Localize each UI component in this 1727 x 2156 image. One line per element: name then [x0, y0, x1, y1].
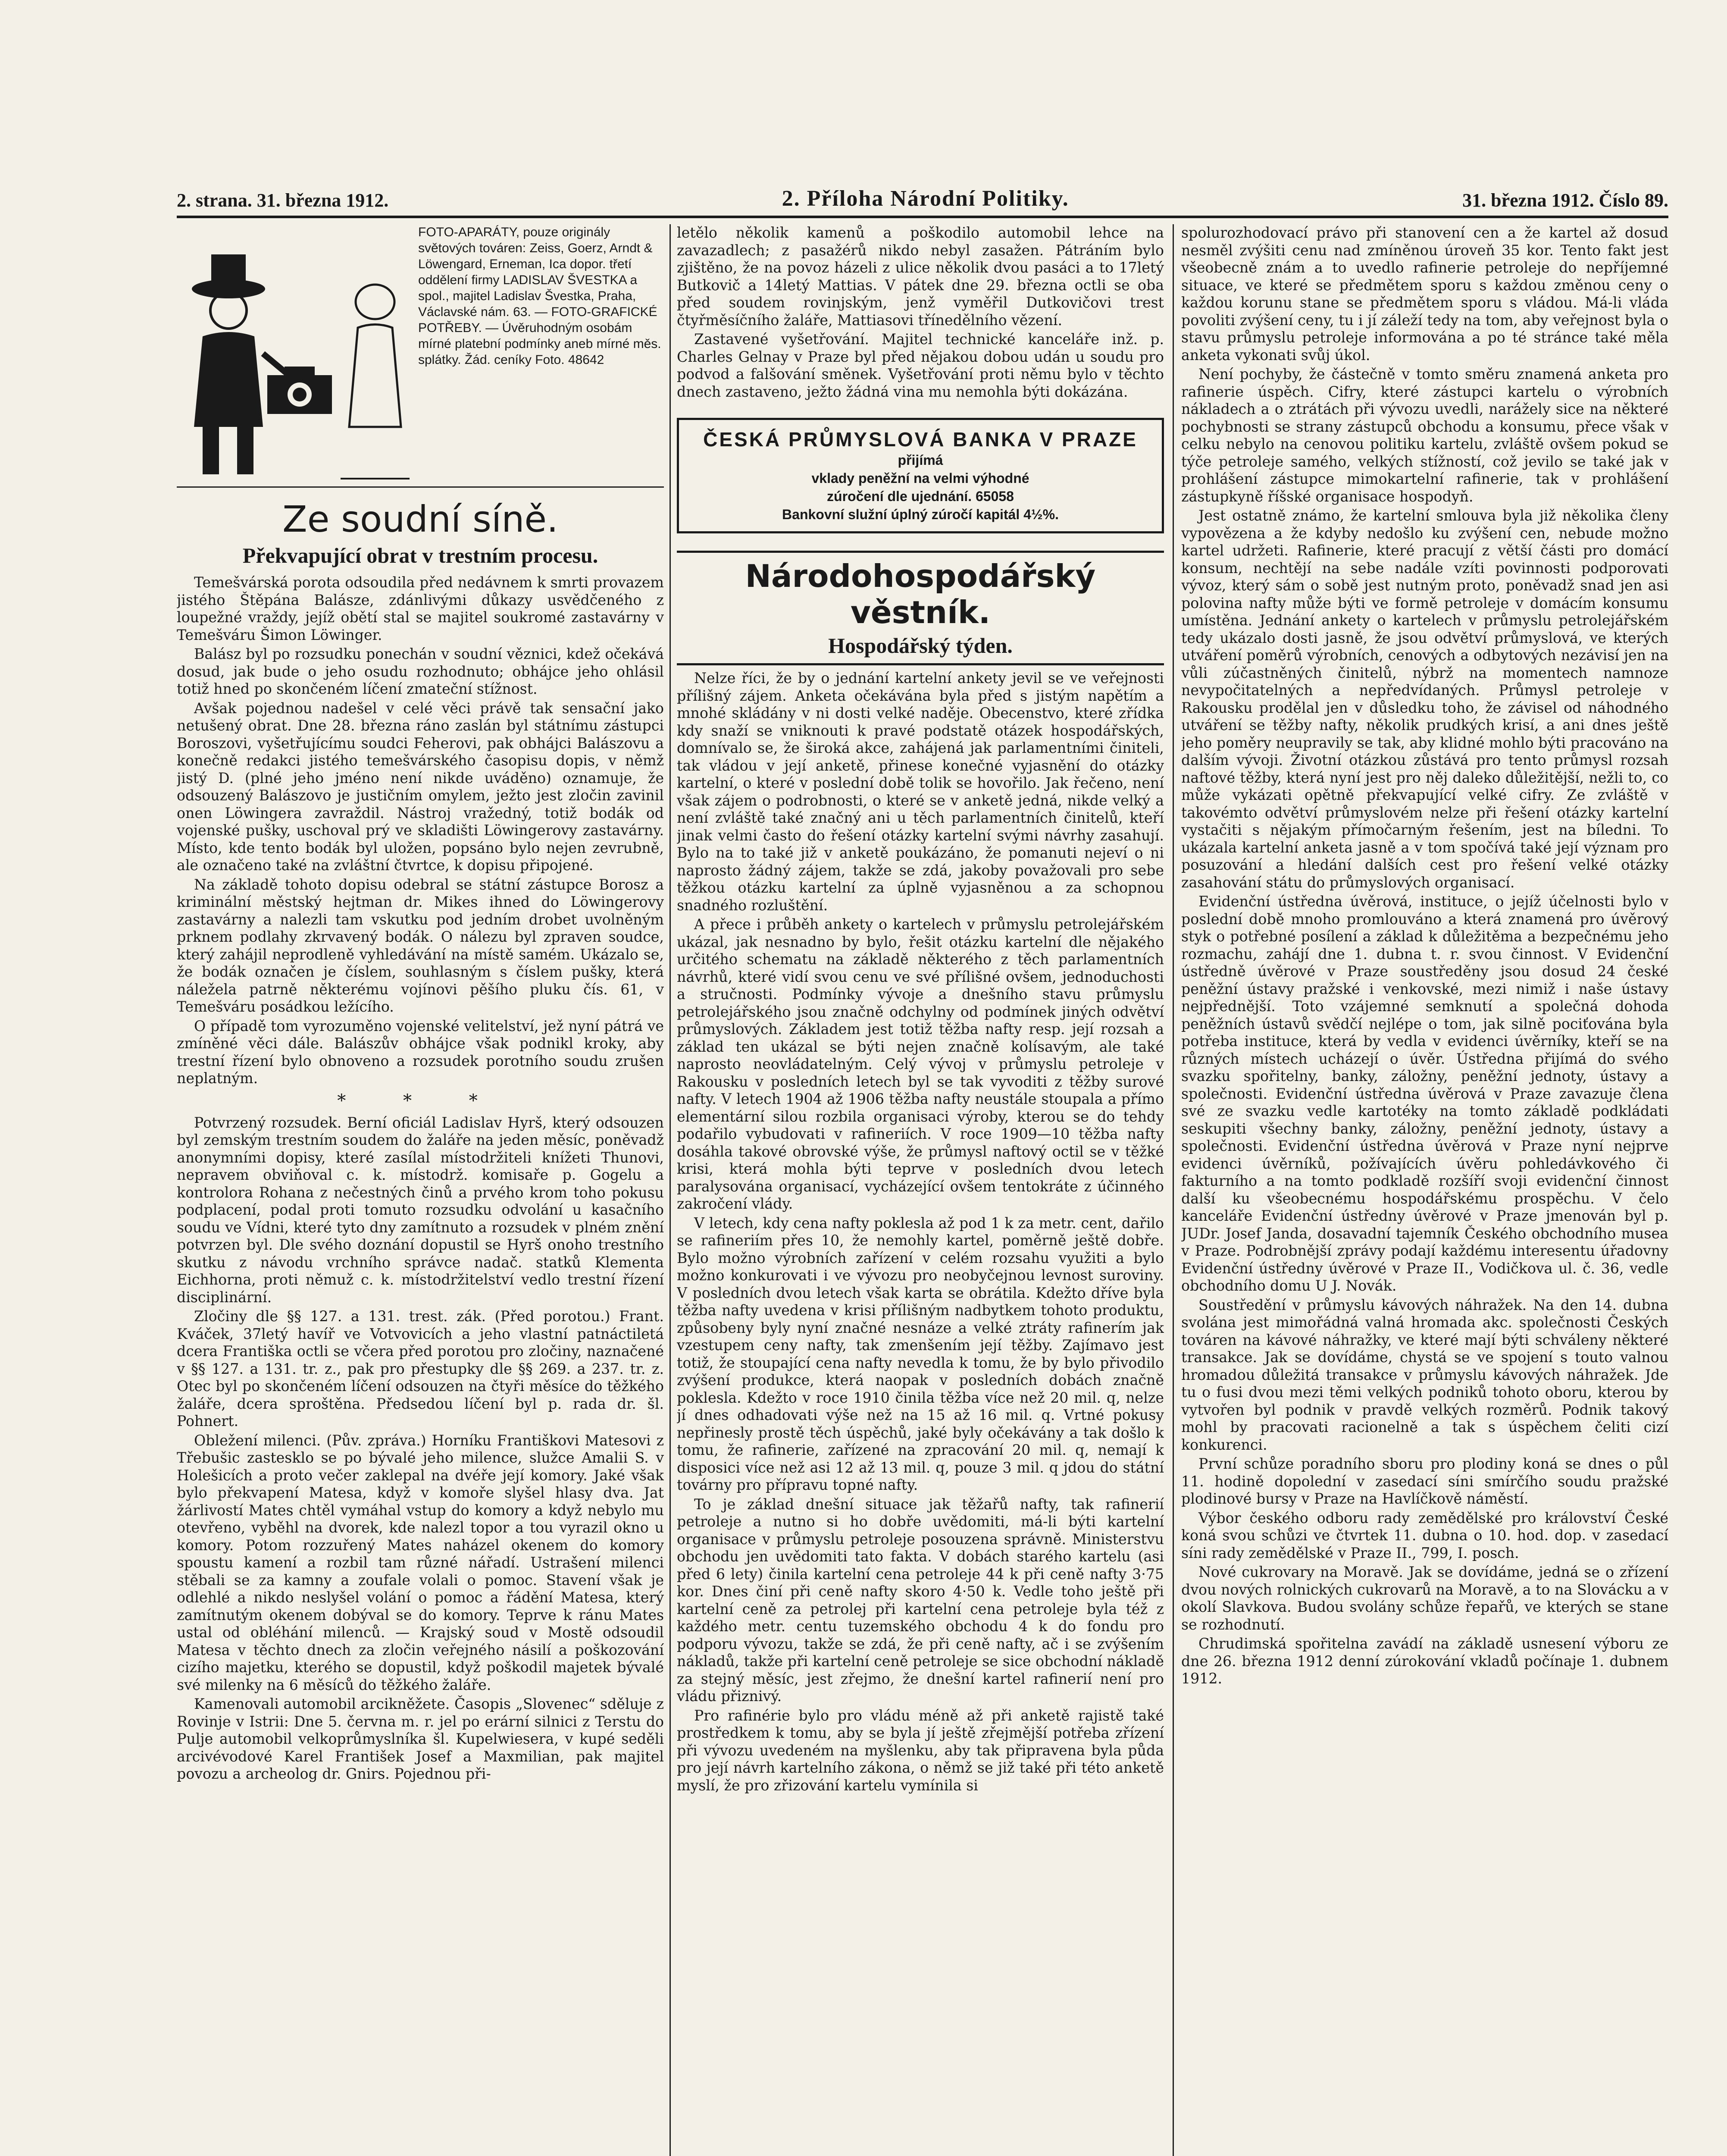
column-rule-1 [670, 224, 671, 2156]
bank-line: zúročení dle ujednání. 65058 [827, 489, 1014, 504]
paragraph: Na základě tohoto dopisu odebral se státní zástupce Borosz a kriminální městský hejtman dr. Mikes ihned do Löwingerovy zastavárny a nalezli tam vskutku pod jedním drobet uvolněným prknem podlahy zkrvavený bodák. O nálezu byl zpraven soudce, který zahájil neprodleně vyhledávání na místě samém. Ukázalo se, že bodák označen je číslem, souhlasným s číslem pušky, která náležela patrně některému vojínovi pěšího pluku čís. 61, v Temešváru posádkou ležícího. [177, 876, 664, 1015]
column-1 [177, 224, 664, 2156]
paragraph: V letech, kdy cena nafty poklesla až pod 1 k za metr. cent, dařilo se rafineriím přes 10, že nemohly kartel, poměrně ještě dobře. Bylo možno výrobních zařízení v celém rozsahu využiti a bylo možno konkurovati i ve vývozu pro neobyčejnou levnost suroviny. V posledních dvou letech však karta se obrátila. Kdežto dříve byla těžba nafty uvedena v krisi přílišným nadbytkem tohoto produktu, způsobeny byly nyní značné nesnáze a velké ztráty rafinerím jak vzestupem ceny nafty, tak zmenšením její těžby. Zajímavo jest totiž, že stoupající cena nafty nevedla k tomu, že by bylo přivodilo zvýšení produkce, která naopak v posledních dobách značně poklesla. Kdežto v roce 1910 činila těžba více než 20 mil. q, nelze jí dnes odhadovati výše než na 15 až 16 mil. q. Vrtné pokusy nepřinesly prostě těch úspěchů, jaké byly očekávány a tak došlo k tomu, že rafinerie, zařízené na zpracování 20 mil. q, nemají k disposici více než asi 12 až 13 mil. q, pouze 3 mil. q jdou do státní továrny pro přípravu topné nafty. [677, 1214, 1164, 1493]
paragraph: Není pochyby, že částečně v tomto směru znamená anketa pro rafinerie úspěch. Cifry, které zástupci kartelu o výrobních nákladech a o ztrátách při vývozu uvedli, narážely sice na některé pochybnosti se strany zástupců obchodu a konsumu, přece však v celku nebylo na cenovou politiku kartelu, zvláště ovšem pokud se týče petroleje samého, velkých stížností, což jevilo se také jak v prohlášení zástupce mimokartelní rafinerie, tak v prohlášení zástupkyně říšské organisace hospodyň. [1181, 366, 1668, 505]
paragraph: To je základ dnešní situace jak těžařů nafty, tak rafinerií petroleje a nutno si ho dobře uvědomiti, má-li býti kartelní organisace v průmyslu petroleje posouzena správně. Ministerstvu obchodu jen uvědomiti tato fakta. V dobách starého kartelu (asi před 6 lety) činila kartelní cena petroleje 44 k při ceně nafty 3·75 kor. Dnes činí při ceně nafty skoro 4·50 k. Vedle toho ještě při kartelní ceně za petrolej při kartelní cena petroleje byla též z každého metr. centu tuzemského obchodu 4 k do fondu pro podporu vývozu, takže se zdá, že při ceně nafty, ač i se zvýšením nákladů, takže při kartelní ceně petroleje se sice obchodní nákladě za stejný měsíc, jest zřejmo, že dnešní kartel rafinerií není pro vládu přiznivý. [677, 1495, 1164, 1705]
section-heading-economy: Národohospodářský věstník. [745, 558, 1096, 630]
running-head [177, 181, 1668, 211]
bank-line: vklady peněžní na velmi výhodné [811, 470, 1029, 486]
section-subheading: Hospodářský týden. [828, 633, 1013, 658]
paragraph: Temešvárská porota odsoudila před nedávnem k smrti provazem jistého Štěpána Balásze, zdánlivými důkazy usvědčeného z loupežné vraždy, jejíž obětí stal se majitel soukromé zastavárny v Temešváru Šimon Löwinger. [177, 574, 664, 643]
article-headline: Překvapující obrat v trestním procesu. [242, 543, 598, 567]
header-rule [177, 216, 1668, 218]
bank-line: přijímá [898, 452, 943, 468]
paragraph: Evidenční ústředna úvěrová, instituce, o jejíž účelnosti bylo v poslední době mnoho promlouváno a která znamená pro úvěrový styk o potřebné posílení a základ k důležitěma a bezpečnému jeho rozmachu, zahájí dne 1. dubna t. r. svou činnost. V Evidenční ústředně úvěrové v Praze soustředěny jsou dosud 24 české peněžní ústavy pražské i venkovské, mezi nimiž i naše ústavy nejpřednější. Toto vzájemné semknutí a společná dohoda peněžních ústavů svědčí nejlépe o tom, jak silně pociťována byla potřeba instituce, která by vedla v evidenci úvěrníky, kteří se na různých místech ucházejí o úvěr. Ústředna přijímá do svého svazku spořitelny, banky, záložny, peněžní jednoty, ústavy a společnosti. Evidenční ústředna úvěrová v Praze zavazuje člena své ze svazku vedle kartotéky na tomto základě podkládati seskupiti všechny banky, záložny, peněžní jednoty, ústavy a společnosti. Evidenční ústředna úvěrová v Praze nyní nejprve evidenci úvěrníků, požívajících úvěru pohledávkového či fakturního a na tomto podkladě rozšíří svoji evidenční činnost další ku všeobecnému hospodářskému prospěchu. V čelo kanceláře Evidenční ústředny úvěrové v Praze jmenován byl p. JUDr. Josef Janda, dosavadní tajemník Českého obchodního musea v Praze. Podrobnější zprávy podají každému interesentu úřadovny Evidenční ústředny úvěrové v Praze II., Vodičkova ul. č. 36, vedle obchodního domu U J. Novák. [1181, 893, 1668, 1294]
supplement-title: 2. Příloha Národní Politiky. [782, 186, 1069, 211]
paragraph: Výbor českého odboru rady zemědělské pro království České koná svou schůzi ve čtvrtek 11. dubna o 10. hod. dop. v zasedací síni rady zemědělské v Praze II., 799, I. posch. [1181, 1509, 1668, 1561]
paragraph: Potvrzený rozsudek. Berní oficiál Ladislav Hyrš, který odsouzen byl zemským trestním soudem do žaláře na jeden měsíc, poněvadž anonymními dopisy, které zasílal místodržiteli knížeti Thunovi, nepravem obviňoval c. k. místodrž. komisaře p. Gogelu a kontrolora Rohana z nečestných činů a prvého krom toho pokusu podplacení, podal proti tomuto rozsudku odvolání u kasačního soudu ve Vídni, které tyto dny zamítnuto a rozsudek v plném znění potvrzen byl. Dle svého doznání dopustil se Hyrš onoho trestního skutku z návodu vrchního správce nadač. statků Klementa Eichhorna, proti němuž c. k. místodržitelství vedlo trestní řízení disciplinární. [177, 1114, 664, 1306]
section-separator: * * * [337, 1091, 504, 1111]
paragraph: A přece i průběh ankety o kartelech v průmyslu petrolejářském ukázal, jak nesnadno by bylo, řešit otázku kartelní dle nějakého určitého schematu na základě některého z těch parlamentních návrhů, které vidí svou cenu ve své přílišné ovšem, jednoduchosti a stručnosti. Podmínky vývoje a dnešního stavu průmyslu petrolejářského jsou značně odchylny od podmínek jiných odvětví průmyslových. Základem jest totiž těžba nafty resp. její rozsah a základ ten ukázal se býti nejen značně kolísavým, ale také naprosto neovládatelným. Celý vývoj v průmyslu petroleje v Rakousku v posledních letech byl se tak vyvoditi z těžby surové nafty. V letech 1904 až 1906 těžba nafty neustále stoupala a přímo elementární silou rozbila organisaci výroby, kterou se do tehdy podařilo vybudovati v rafineriích. V roce 1909—10 těžba nafty dosáhla takové obrovské výše, že průmysl naftový octil se v těžké krisi, která mohla býti teprve v posledních dvou letech paralysována organisací, vycházející ovšem tentokráte z účinného zakročení vlády. [677, 916, 1164, 1212]
section-heading-court: Ze soudní síně. [282, 498, 558, 540]
paragraph: Nové cukrovary na Moravě. Jak se dovídáme, jedná se o zřízení dvou nových rolnických cukrovarů na Moravě, a to na Slovácku a v okolí Slavkova. Budou svolány schůze řepařů, ve kterých se stane se rozhodnutí. [1181, 1564, 1668, 1633]
paragraph: Balász byl po rozsudku ponechán v soudní věznici, kdež očekává dosud, jak bude o jeho osudu rozhodnuto; obhájce jeho ohlásil totiž hned po skončeném líčení zmateční stížnost. [177, 646, 664, 697]
paragraph: První schůze poradního sboru pro plodiny koná se dnes o půl 11. hodině dopolední v zasedací síni smírčího soudu pražské plodinové bursy v Praze na Havlíčkově náměstí. [1181, 1455, 1668, 1507]
bank-line: Bankovní služní úplný zúročí kapitál 4½%. [782, 507, 1059, 522]
column-rule-2 [1173, 224, 1174, 2156]
paragraph: Kamenovali automobil arcikněžete. Časopis „Slovenec“ sděluje z Rovinje v Istrii: Dne 5. června m. r. jel po erární silnici z Terstu do Pulje automobil velkoprůmyslníka šl. Kupelwiesera, v kupé seděli arcivévodové Karel František Josef a Maxmilian, pak majitel povozu a archeolog dr. Gnirs. Pojednou při- [177, 1695, 664, 1782]
paragraph: Obležení milenci. (Pův. zpráva.) Horníku Františkovi Matesovi z Třebušic zastesklo se po bývalé jeho milence, služce Amalii S. v Holešicích a proto večer zaklepal na dvéře její komory. Jaké však bylo překvapení Matesa, když v komoře slyšel hlasy dva. Jat žárlivostí Mates chtěl vymáhal vstup do komory a když nebylo mu otevřeno, vyběhl na dvorek, kde nalezl topor a tou vyrazil okno u komory. Potom rozzuřený Mates naházel okenem do komory spoustu kamení a rozbil tam různé nářadí. Ustrašení milenci stěbali se za kamny a zoufale volali o pomoc. Stavení však je odlehlé a nikdo neslyšel volání o pomoc a řádění Matesa, který zamítnutým okenem dobýval se do komory. Teprve k ránu Mates ustal od obléhání milenců. — Krajský soud v Mostě odsoudil Matesa v těchto dnech za zločin veřejného násilí a poškozování cizího majetku, kterého se dopustil, když poškodil majetek bývalé své milenky na 6 měsíců do těžkého žaláře. [177, 1432, 664, 1693]
photographer-illustration [177, 224, 418, 483]
paragraph: O případě tom vyrozuměno vojenské velitelství, jež nyní pátrá ve zmíněné věci dále. Balászův obhájce však podnikl kroky, aby trestní řízení bylo obnoveno a rozsudek porotního soudu zrušen neplatným. [177, 1017, 664, 1087]
paragraph: Chrudimská spořitelna zavádí na základě usnesení výboru ze dne 26. března 1912 denní zúrokování vkladů počínaje 1. dubnem 1912. [1181, 1635, 1668, 1687]
paragraph: Soustředění v průmyslu kávových náhražek. Na den 14. dubna svolána jest mimořádná valná hromada akc. společnosti Českých továren na kávové náhražky, ve které mají býti schváleny některé transakce. Jak se dovídáme, chystá se ve spojení s touto valnou hromadou důležitá transakce v průmyslu kávových náhražek. Jde tu o fusi dvou mezi těmi velkých podniků tohoto oboru, kterou by vytvořen byl podnik v pravdě velkých rozměrů. Podnik takový mohl by pracovati racionelně a tak s úspěchem čeliti cizí konkurenci. [1181, 1296, 1668, 1453]
paragraph: letělo několik kamenů a poškodilo automobil lehce na zavazadlech; z pasažérů nikdo nebyl zasažen. Pátráním bylo zjištěno, že na povoz házeli z ulice několik dvou pasáci a to 17letý Butkovič a 14letý Mattias. V pátek dne 29. března octli se oba před soudem rovinjským, jenž vyměřil Dutkovičovi trest čtyřměsíčního žaláře, Mattiasovi třínedělního vězení. [677, 224, 1164, 329]
photo-advertisement [177, 224, 664, 488]
bank-advertisement [677, 418, 1164, 533]
advertisement-text: FOTO-APARÁTY, pouze originály světových továren: Zeiss, Goerz, Arndt & Löwengard, Erneman, Ica dopor. třetí oddělení firmy LADISLAV ŠVESTKA a spol., majitel Ladislav Švestka, Praha, Václavské nám. 63. — FOTO-GRAFICKÉ POTŘEBY. — Úvěruhodným osobám mírné platební podmínky aneb mírné měs. splátky. Žád. ceníky Foto. 48642 [418, 225, 661, 367]
paragraph: Avšak pojednou nadešel v celé věci právě tak sensační jako netušený obrat. Dne 28. března ráno zaslán byl státnímu zástupci Boroszovi, vyšetřujícímu soudci Feherovi, pak obhájci Balászovu a konečně redakci jistého temešvárského časopisu dopis, v němž jistý D. (plné jeho jméno není nikde uváděno) oznamuje, že odsouzený Balászovo je justičním omylem, ježto jest zločin zavinil onen Löwingera zavraždil. Nástroj vražedný, totiž bodák od vojenské pušky, uschoval prý ve skladišti Löwingerovy zastavárny. Místo, kde tento bodák byl uložen, popsáno bylo nejen zevrubně, ale označeno také na zvláštní čtvrtce, k dopisu připojené. [177, 699, 664, 874]
paragraph: Zastavené vyšetřování. Majitel technické kanceláře inž. p. Charles Gelnay v Praze byl před nějakou dobou udán u soudu pro podvod a falšování směnek. Vyšetřování proti němu bylo v těchto dnech zastaveno, ježto žádná vina mu nemohla býti dokázána. [677, 331, 1164, 400]
paragraph: Pro rafinérie bylo pro vládu méně až při anketě rajistě také prostředkem k tomu, aby se byla jí ještě zřejmější potřeba zřízení při vývozu uvedeném na myšlenku, aby tak připravena byla půda pro její návrh kartelního zákona, o němž se již také při této anketě myslí, že pro zřizování kartelu vymínila si [677, 1707, 1164, 1794]
page-number-date: 2. strana. 31. března 1912. [177, 190, 389, 211]
column-2 [677, 224, 1164, 2156]
paragraph: Nelze říci, že by o jednání kartelní ankety jevil se ve veřejnosti přílišný zájem. Anketa očekávána byla před s jistým napětím a mnohé skládány v ni dosti velké naděje. Obecenstvo, které zřídka kdy snaží se vniknouti k pravé podstatě otázek hospodářských, domnívalo se, že široká akce, zahájená jak parlamentními činiteli, tak vládou v její anketě, přinese konečné vyjasnění do otázky kartelní, o které v poslední době tolik se hovořilo. Jak řečeno, není však zájem o podrobnosti, o které se v anketě jedná, nikde velký a není zvláště také značný ani u těch parlamentních činitelů, kteří jinak velmi často do řešení otázky kartelní svými návrhy zasahují. Bylo na to také již v anketě poukázáno, že pomanuti nejeví o ni naprosto žádný zájem, takže se zdá, jakoby považovali pro sebe těžkou otázku kartelní za úplně vyjasněnou a za schopnou snadného rozluštění. [677, 670, 1164, 914]
bank-name: ČESKÁ PRŮMYSLOVÁ BANKA V PRAZE [703, 428, 1138, 451]
column-3 [1181, 224, 1668, 2156]
paragraph: spolurozhodovací právo při stanovení cen a že kartel až dosud nesměl zvýšiti cenu nad zmíněnou úroveň 35 kor. Tento fakt jest všeobecně znám a to uvedlo rafinerie petroleje do nepříjemné situace, ve které se předmětem sporu s každou změnou ceny o každou korunu stane se předmětem sporu s vládou. Má-li vláda povoliti zvýšení ceny, tu i jí záleží tedy na tom, aby veřejnost byla o stavu průmyslu petroleje informována a po té stránce také měla anketa vykonati svůj úkol. [1181, 224, 1668, 364]
paragraph: Zločiny dle §§ 127. a 131. trest. zák. (Před porotou.) Frant. Kváček, 37letý havíř ve Votvovicích a jeho vlastní patnáctiletá dcera Františka octli se včera před porotou pro zločiny, naznačené v §§ 127. a 131. tr. z., pak pro přestupky dle §§ 269. a 237. tr. z. Otec byl po skončeném líčení odsouzen na čtyři měsíce do těžkého žaláře, dcera sproštěna. Předsedou líčení byl p. rada dr. šl. Pohnert. [177, 1308, 664, 1429]
paragraph: Jest ostatně známo, že kartelní smlouva byla již několika členy vypovězena a že kdyby nedošlo ku zvýšení cen, nebude možno kartel udržeti. Rafinerie, které pracují z větší části pro domácí konsum, nechtějí na sebe nadále vzíti povinnosti podporovati vývoz, který sám o sobě jest nutným proto, poněvadž snad jen asi polovina nafty může býti ve formě petroleje v domácím konsumu umístěna. Jednání ankety o kartelech v průmyslu petrolejářském tedy ukázalo dosti jasně, že jsou odvětví průmyslová, ve kterých utváření poměrů výrobních, cenových a odbytových nezávisí jen na vůli zúčastněných činitelů, nýbrž na momentech namnoze nevypočitatelných a nepředvídaných. Průmysl petroleje v Rakousku prodělal jen v důsledku toho, že závisel od náhodného utváření se těžby nafty, několik prudkých krisí, a ani dnes ještě jeho poměry neupravily se tak, aby klidné mohlo býti pracováno na dalším vývoji. Životní otázkou zůstává pro tento průmysl rozsah naftové těžby, která nyní jest pro něj daleko důležitější, nežli to, co může vykázati opětně překvapující velké cifry. Ze zvláště v takovémto odvětví průmyslovém nelze při řešení otázky kartelní vystačiti s nějakým přímočarným řešením, jest na bíledni. To ukázala kartelní anketa jasně a v tom spočívá také její význam pro posuzování a hledání dalších cest pro řešení velké otázky zasahování státu do průmyslových organisací. [1181, 507, 1668, 891]
issue-number-date: 31. března 1912. Číslo 89. [1462, 190, 1668, 211]
economic-section-masthead [677, 551, 1164, 665]
